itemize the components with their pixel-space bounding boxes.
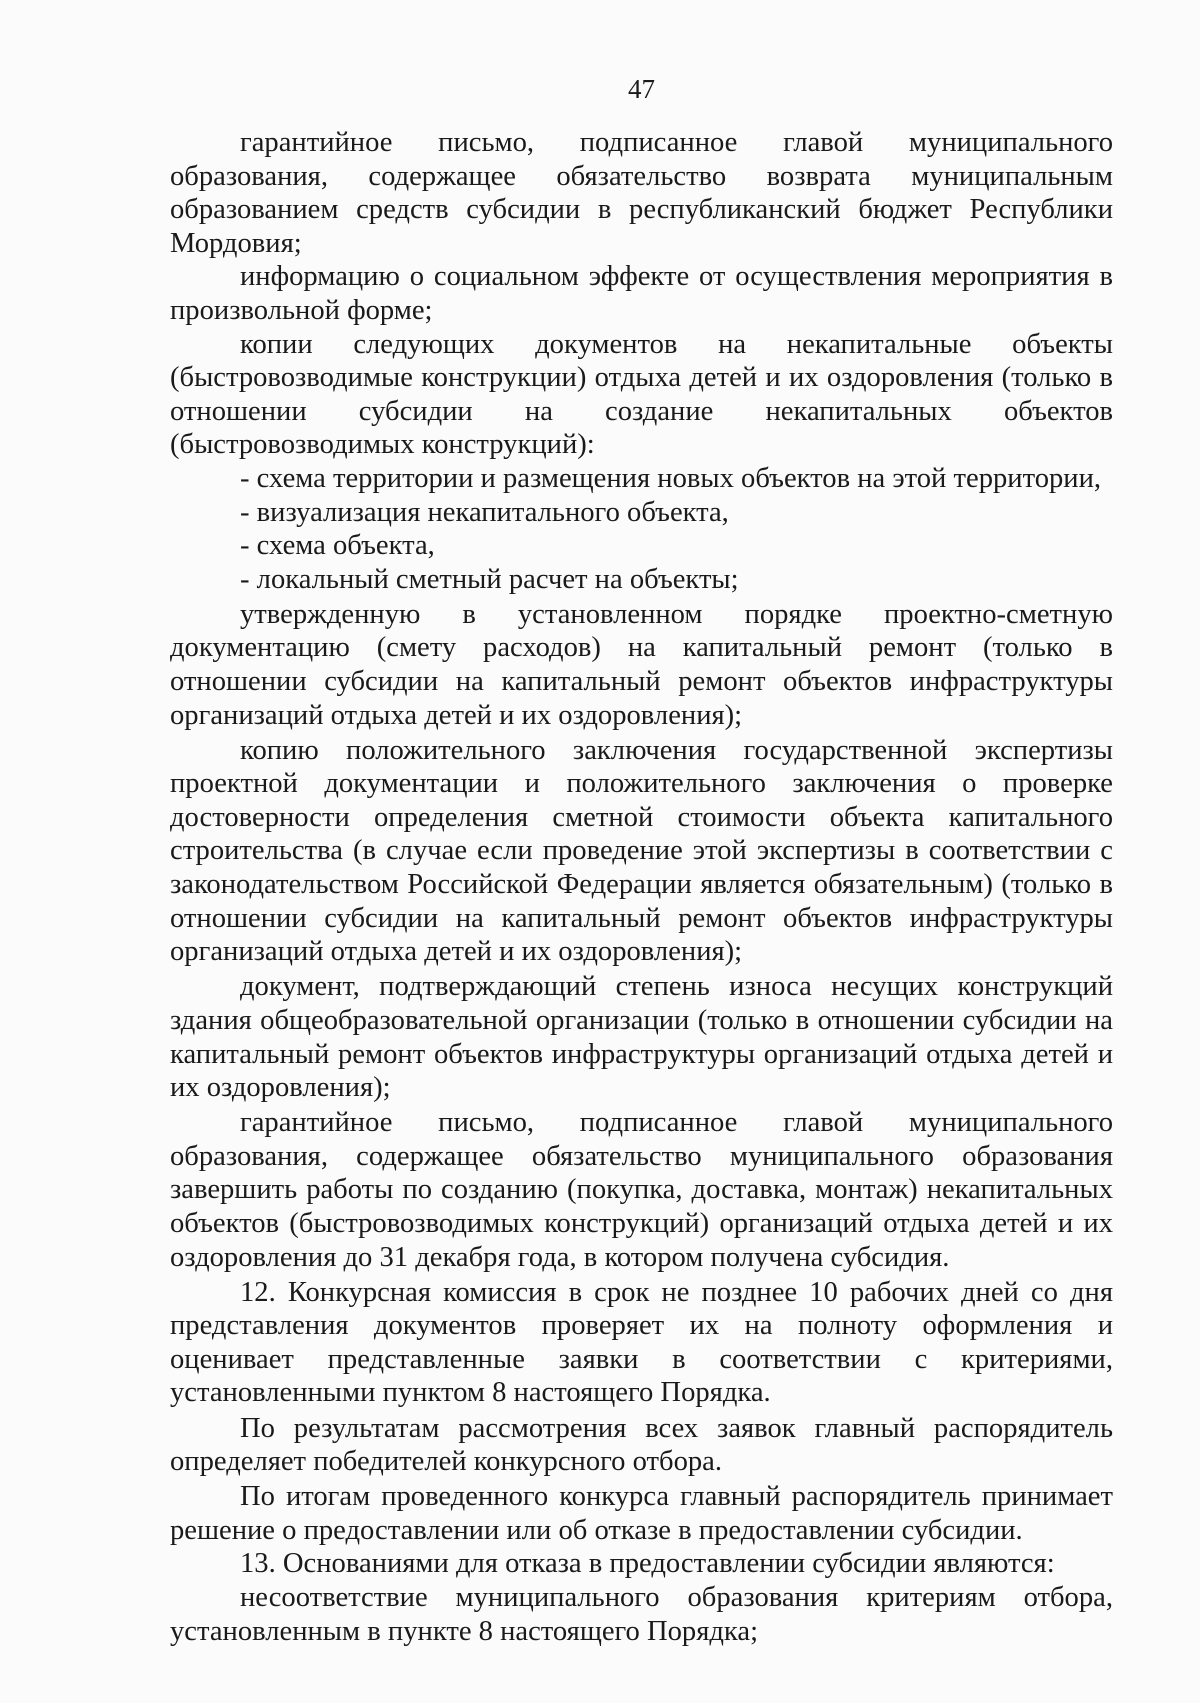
paragraph-expertise-conclusion: копию положительного заключения государственной экспертизы проектной документации и положительного заключения о проверке достоверности определения сметной стоимости объекта капитального строительства (в случае если проведение этой экспертизы в соответствии с законодательством Российской Федерации является обязательным) (только в отношении субсидии на капитальный ремонт объектов инфраструктуры организаций отдыха детей и их оздоровления); xyxy=(170,734,1113,968)
list-item-object-scheme: - схема объекта, xyxy=(240,530,435,562)
paragraph-decision: По итогам проведенного конкурса главный распорядитель принимает решение о предоставлении или об отказе в предоставлении субсидии. xyxy=(170,1481,1113,1546)
paragraph-document-copies: копии следующих документов на некапитальные объекты (быстровозводимые конструкции) отдыха детей и их оздоровления (только в отношении субсидии на создание некапитальных объектов (быстровозводимых конструкций): xyxy=(170,328,1113,461)
paragraph-guarantee-letter-refund: гарантийное письмо, подписанное главой муниципального образования, содержащее обязательство возврата муниципальным образованием средств субсидии в республиканский бюджет Республики Мордовия; xyxy=(170,127,1113,259)
list-item-territory-scheme: - схема территории и размещения новых объектов на этой территории, xyxy=(240,462,1102,494)
document-body xyxy=(170,126,1113,1648)
paragraph-guarantee-letter-completion: гарантийное письмо, подписанное главой муниципального образования, содержащее обязательство муниципального образования завершить работы по созданию (покупка, доставка, монтаж) некапитальных объектов (быстровозводимых конструкций) организаций отдыха детей и их оздоровления до 31 декабря года, в котором получена субсидия. xyxy=(170,1107,1113,1273)
paragraph-item-13: 13. Основаниями для отказа в предоставлении субсидии являются: xyxy=(240,1548,1055,1580)
paragraph-social-effect: информацию о социальном эффекте от осуществления мероприятия в произвольной форме; xyxy=(170,261,1113,326)
paragraph-design-estimate: утвержденную в установленном порядке проектно-сметную документацию (смету расходов) на капитальный ремонт (только в отношении субсидии на капитальный ремонт объектов инфраструктуры организаций отдыха детей и их оздоровления); xyxy=(170,598,1113,731)
paragraph-wear-document: документ, подтверждающий степень износа несущих конструкций здания общеобразовательной организации (только в отношении субсидии на капитальный ремонт объектов инфраструктуры организаций отдыха детей и их оздоровления); xyxy=(170,971,1113,1104)
list-item-visualization: - визуализация некапитального объекта, xyxy=(240,496,729,528)
page-number: 47 xyxy=(628,74,655,104)
paragraph-winners: По результатам рассмотрения всех заявок главный распорядитель определяет победителей конкурсного отбора. xyxy=(170,1412,1113,1478)
list-item-cost-estimate: - локальный сметный расчет на объекты; xyxy=(240,563,739,595)
paragraph-criteria-mismatch: несоответствие муниципального образования критериям отбора, установленным в пункте 8 настоящего Порядка; xyxy=(170,1582,1113,1647)
paragraph-item-12: 12. Конкурсная комиссия в срок не позднее 10 рабочих дней со дня представления документов проверяет их на полноту оформления и оценивает представленные заявки в соответствии с критериями, установленными пунктом 8 настоящего Порядка. xyxy=(170,1276,1113,1409)
